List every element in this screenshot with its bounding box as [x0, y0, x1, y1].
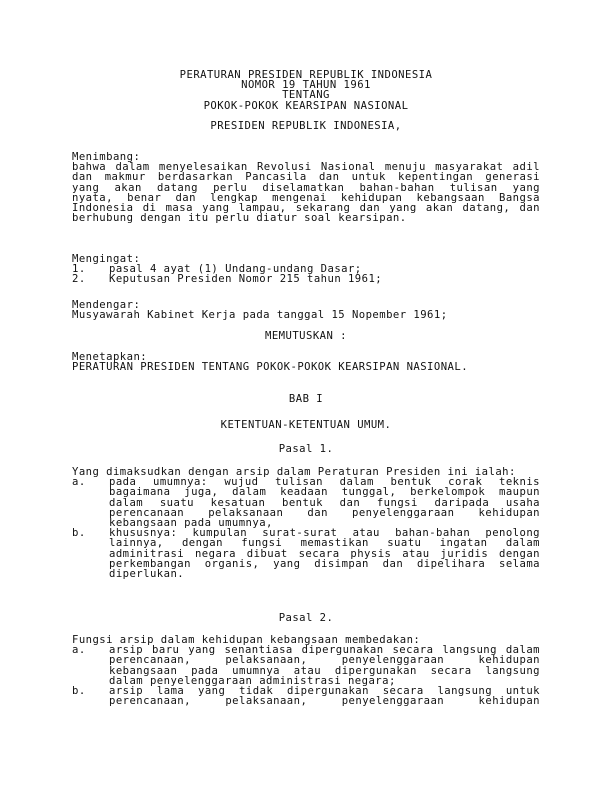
list-text: Keputusan Presiden Nomor 215 tahun 1961;: [109, 273, 383, 286]
list-line: perencanaan pelaksanaan dan penyelenggaraan kehidupan: [109, 506, 540, 519]
issuer: [72, 121, 540, 131]
document-title: [72, 70, 540, 111]
list-label: a.: [72, 644, 86, 657]
pasal-2-heading: [72, 613, 540, 623]
memutuskan-text: MEMUTUSKAN :: [265, 330, 347, 342]
title-line: TENTANG: [282, 89, 330, 102]
paragraph-line: Indonesia di masa yang lampau, sekarang dan yang akan datang, dan: [72, 202, 540, 215]
list-text: pasal 4 ayat (1) Undang-undang Dasar;: [109, 263, 362, 276]
list-label: 1.: [72, 263, 86, 276]
chapter-title: [72, 420, 540, 430]
list-line: dalam penyelenggaraan administrasi negara;: [109, 674, 396, 687]
paragraph-line: berhubung dengan itu perlu diatur soal kearsipan.: [72, 212, 407, 225]
list-item: [72, 477, 540, 528]
chapter-number: [72, 394, 540, 404]
list-line: diperlukan.: [109, 568, 185, 581]
list-item: [72, 686, 540, 706]
paragraph-line: yang akan datang perlu diselamatkan bahan-bahan tulisan yang: [72, 181, 540, 194]
list-item: [72, 528, 540, 579]
list-line: bagaimana juga, dalam keadaan tunggal, berkelompok maupun: [109, 486, 540, 499]
pasal-intro: Yang dimaksudkan dengan arsip dalam Peraturan Presiden ini ialah:: [72, 466, 516, 478]
list-line: perencanaan, pelaksanaan, penyelenggaraan kehidupan: [109, 695, 540, 708]
list-line: pada umumnya: wujud tulisan dalam bentuk corak teknis: [109, 476, 540, 489]
mendengar-section: [72, 300, 540, 320]
issuer-text: PRESIDEN REPUBLIK INDONESIA,: [210, 120, 402, 132]
title-line: NOMOR 19 TAHUN 1961: [241, 79, 371, 92]
list-line: arsip lama yang tidak dipergunakan secara langsung untuk: [109, 685, 540, 698]
list-line: kebangsaan pada umumnya,: [109, 517, 273, 530]
list-line: arsip baru yang senantiasa dipergunakan secara langsung dalam: [109, 644, 540, 657]
paragraph-line: dan makmur berdasarkan Pancasila dan untuk kepentingan generasi: [72, 171, 540, 184]
section-heading: Menetapkan:: [72, 351, 148, 363]
section-heading: Menimbang:: [72, 151, 141, 163]
menetapkan-section: [72, 352, 540, 372]
paragraph-line: bahwa dalam menyelesaikan Revolusi Nasional menuju masyarakat adil: [72, 161, 540, 174]
list-label: a.: [72, 476, 86, 489]
list-label: 2.: [72, 273, 86, 286]
list-item: [72, 274, 540, 284]
title-line: POKOK-POKOK KEARSIPAN NASIONAL: [203, 99, 409, 112]
list-line: perkembangan organis, yang disimpan dan dipelihara selama: [109, 557, 540, 570]
chapter-title-text: KETENTUAN-KETENTUAN UMUM.: [220, 419, 392, 431]
list-item: [72, 645, 540, 686]
section-text: Musyawarah Kabinet Kerja pada tanggal 15 Nopember 1961;: [72, 309, 448, 322]
list-label: b.: [72, 685, 86, 698]
pasal-intro: Fungsi arsip dalam kehidupan kebangsaan membedakan:: [72, 634, 421, 646]
section-heading: Mengingat:: [72, 253, 141, 265]
paragraph-line: nyata, benar dan lengkap mengenai kehidupan kebangsaan Bangsa: [72, 191, 540, 204]
list-line: adminitrasi negara dibuat secara physis atau juridis dengan: [109, 547, 540, 560]
pasal-1-heading: [72, 444, 540, 454]
chapter-number-text: BAB I: [288, 393, 324, 405]
list-line: kebangsaan pada umumnya atau dipergunakan secara langsung: [109, 664, 540, 677]
pasal-2-body: [72, 635, 540, 706]
section-text: PERATURAN PRESIDEN TENTANG POKOK-POKOK KEARSIPAN NASIONAL.: [72, 361, 469, 374]
pasal-heading-text: Pasal 2.: [278, 612, 334, 624]
section-heading: Mendengar:: [72, 299, 141, 311]
list-label: b.: [72, 527, 86, 540]
list-line: perencanaan, pelaksanaan, penyelenggaraan kehidupan: [109, 654, 540, 667]
list-line: khususnya: kumpulan surat-surat atau bahan-bahan penolong: [109, 527, 540, 540]
pasal-1-body: [72, 467, 540, 579]
list-line: lainnya, dengan fungsi memastikan suatu ingatan dalam: [109, 537, 540, 550]
memutuskan-heading: [72, 331, 540, 341]
menimbang-section: [72, 152, 540, 223]
title-line: PERATURAN PRESIDEN REPUBLIK INDONESIA: [179, 69, 433, 81]
pasal-heading-text: Pasal 1.: [278, 443, 334, 455]
mengingat-section: [72, 254, 540, 285]
list-line: dalam suatu kesatuan bentuk dan fungsi daripada usaha: [109, 496, 540, 509]
